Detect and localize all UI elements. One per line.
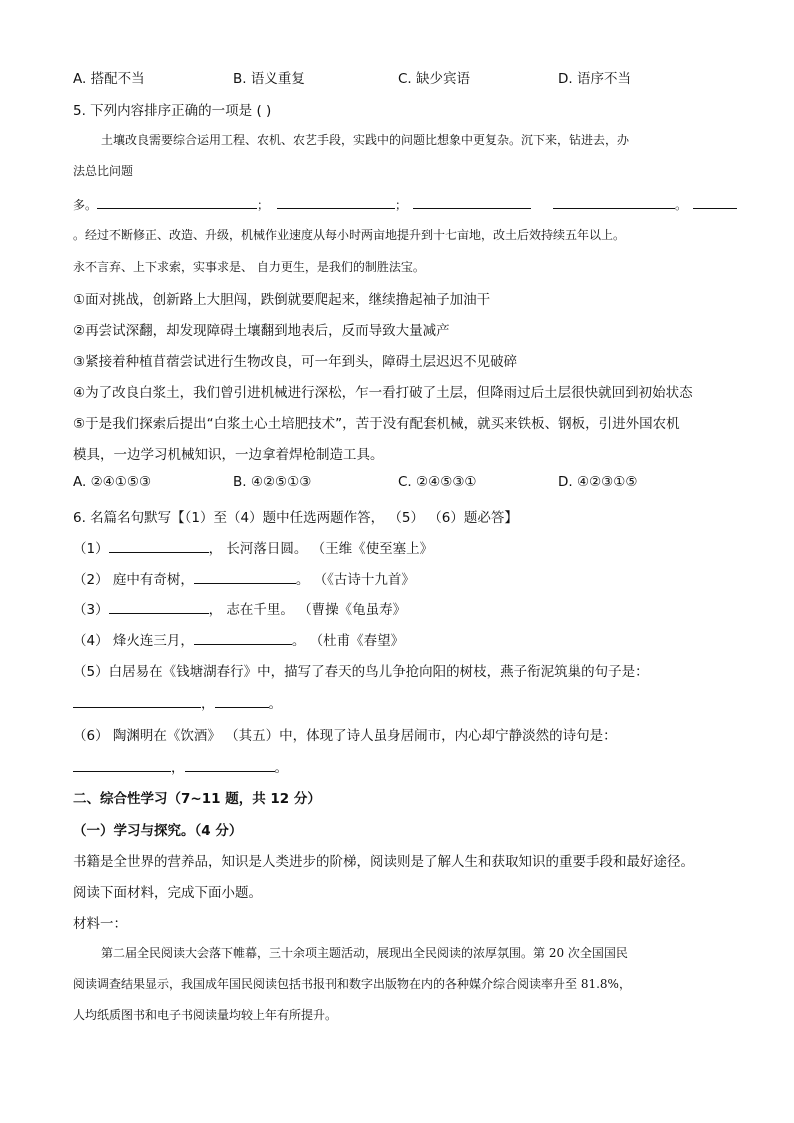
q6-sentence-5-answer bbox=[73, 692, 282, 712]
q6-stem: 6. 名篇名句默写【（1）至（4）题中任选两题作答， （5） （6）题必答】 bbox=[73, 510, 518, 526]
intro-line-1: 书籍是全世界的营养品，知识是人类进步的阶梯，阅读则是了解人生和获取知识的重要手段和最好途径。 bbox=[73, 854, 694, 870]
q6-sentence-1 bbox=[73, 537, 433, 557]
answer-blank[interactable] bbox=[194, 569, 296, 584]
answer-blank-4[interactable] bbox=[553, 194, 675, 209]
q5-item-5-cont: 模具，一边学习机械知识，一边拿着焊枪制造工具。 bbox=[73, 447, 384, 463]
q5-item-1: ①面对挑战，创新路上大胆闯，跌倒就要爬起来，继续撸起袖子加油干 bbox=[73, 292, 491, 308]
answer-blank[interactable] bbox=[109, 599, 209, 614]
sentence-text: 。 （杜甫《春望》 bbox=[291, 633, 405, 649]
sentence-number: （3） bbox=[73, 602, 109, 618]
answer-blank-2[interactable] bbox=[277, 194, 395, 209]
answer-blank[interactable] bbox=[194, 630, 292, 645]
q5-passage-line-1: 土壤改良需要综合运用工程、农机、农艺手段，实践中的问题比想象中更复杂。沉下来，钻进去，办 bbox=[101, 133, 630, 147]
q4-option-a: A. 搭配不当 bbox=[73, 71, 145, 87]
sentence-text: （2） 庭中有奇树， bbox=[73, 572, 194, 588]
separator: ； bbox=[257, 198, 270, 212]
separator: 。 bbox=[274, 760, 288, 776]
q6-sentence-6: （6） 陶渊明在《饮酒》 （其五）中，体现了诗人虽身居闹市，内心却宁静淡然的诗句是： bbox=[73, 728, 617, 744]
material-label: 材料一： bbox=[73, 916, 127, 932]
q5-option-d: D. ④②③①⑤ bbox=[558, 474, 638, 490]
q5-item-3: ③紧接着种植苜蓿尝试进行生物改良，可一年到头，障碍土层迟迟不见破碎 bbox=[73, 354, 518, 370]
sentence-number: （1） bbox=[73, 541, 109, 557]
answer-blank-5[interactable] bbox=[693, 194, 737, 209]
material-line-3: 人均纸质图书和电子书阅读量均较上年有所提升。 bbox=[73, 1008, 338, 1022]
q6-sentence-6-answer bbox=[73, 756, 288, 776]
material-line-1: 第二届全民阅读大会落下帷幕，三十余项主题活动，展现出全民阅读的浓厚氛围。第 20 次全国国民 bbox=[101, 946, 628, 960]
separator: ； bbox=[395, 198, 408, 212]
q6-sentence-4 bbox=[73, 629, 404, 649]
passage-text: 多。 bbox=[73, 198, 98, 212]
q6-sentence-2 bbox=[73, 568, 415, 588]
sentence-text: （4） 烽火连三月， bbox=[73, 633, 194, 649]
q5-stem: 5. 下列内容排序正确的一项是 ( ) bbox=[73, 103, 272, 119]
sub-heading: （一）学习与探究。（4 分） bbox=[73, 823, 243, 839]
separator: ， bbox=[201, 696, 215, 712]
q5-passage-line-5: 永不言弃、上下求索，实事求是、 自力更生，是我们的制胜法宝。 bbox=[73, 260, 425, 274]
q5-item-2: ②再尝试深翻，却发现障碍土壤翻到地表后，反而导致大量减产 bbox=[73, 323, 450, 339]
intro-line-2: 阅读下面材料，完成下面小题。 bbox=[73, 885, 262, 901]
answer-blank[interactable] bbox=[215, 693, 269, 708]
separator: ， bbox=[171, 760, 185, 776]
q6-sentence-5: （5）白居易在《钱塘湖春行》中，描写了春天的鸟儿争抢向阳的树枝，燕子衔泥筑巢的句子是： bbox=[73, 664, 649, 680]
separator: 。 bbox=[268, 696, 282, 712]
q5-passage-line-2: 法总比问题 bbox=[73, 164, 134, 178]
q5-option-c: C. ②④⑤③① bbox=[398, 474, 477, 490]
q5-option-a: A. ②④①⑤③ bbox=[73, 474, 152, 490]
q5-passage-line-3 bbox=[73, 194, 723, 213]
sentence-text: ， 长河落日圆。 （王维《使至塞上》 bbox=[208, 541, 434, 557]
answer-blank[interactable] bbox=[185, 757, 275, 772]
material-line-2: 阅读调查结果显示，我国成年国民阅读包括书报刊和数字出版物在内的各种媒介综合阅读率升至 81.8%， bbox=[73, 977, 631, 991]
q6-sentence-3 bbox=[73, 598, 406, 618]
q5-item-5: ⑤于是我们探索后提出“白浆土心土培肥技术”，苦于没有配套机械，就买来铁板、钢板，引进外国农机 bbox=[73, 416, 680, 432]
sentence-text: 。 （《古诗十九首》 bbox=[295, 572, 415, 588]
separator: 。 bbox=[675, 198, 688, 212]
sentence-text: ， 志在千里。 （曹操《龟虽寿》 bbox=[208, 602, 407, 618]
q5-passage-line-4: 。经过不断修正、改造、升级，机械作业速度从每小时两亩地提升到十七亩地，改土后效持续五年以上。 bbox=[73, 228, 626, 242]
answer-blank-1[interactable] bbox=[97, 194, 257, 209]
answer-blank[interactable] bbox=[109, 538, 209, 553]
section-heading: 二、综合性学习（7~11 题，共 12 分） bbox=[73, 791, 321, 807]
answer-blank[interactable] bbox=[73, 693, 201, 708]
answer-blank-3[interactable] bbox=[413, 194, 531, 209]
q5-item-4: ④为了改良白浆土，我们曾引进机械进行深松，乍一看打破了土层，但降雨过后土层很快就回到初始状态 bbox=[73, 385, 693, 401]
q4-option-b: B. 语义重复 bbox=[233, 71, 305, 87]
q5-option-b: B. ④②⑤①③ bbox=[233, 474, 312, 490]
q4-option-c: C. 缺少宾语 bbox=[398, 71, 471, 87]
answer-blank[interactable] bbox=[73, 757, 171, 772]
q4-option-d: D. 语序不当 bbox=[558, 71, 631, 87]
